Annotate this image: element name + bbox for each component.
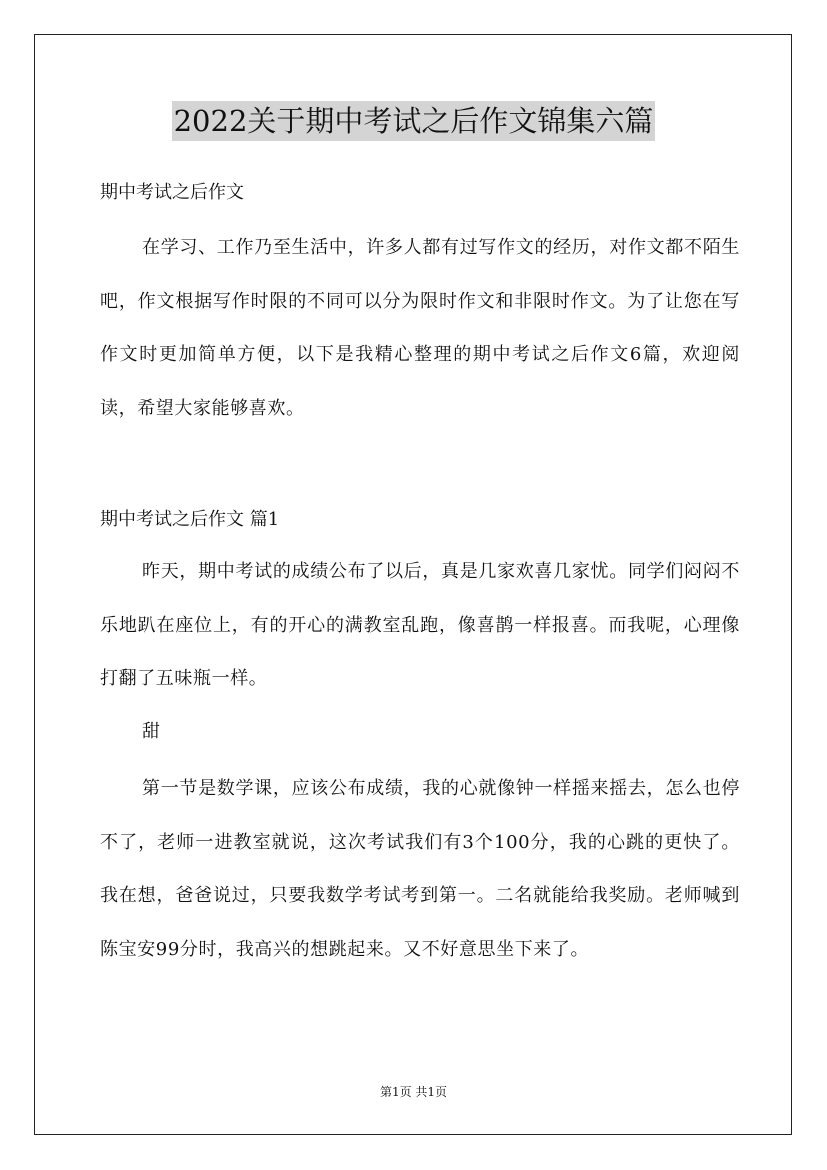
paragraph-1: 昨天，期中考试的成绩公布了以后，真是几家欢喜几家忧。同学们闷闷不乐地趴在座位上，有的开心的满教室乱跑，像喜鹊一样报喜。而我呢，心理像打翻了五味瓶一样。 xyxy=(100,561,740,689)
page-footer: 第1页 共1页 xyxy=(379,1085,448,1099)
document-title: 2022关于期中考试之后作文锦集六篇 xyxy=(172,101,656,141)
paragraph-3: 第一节是数学课，应该公布成绩，我的心就像钟一样摇来摇去，怎么也停不了，老师一进教室就说，这次考试我们有3个100分，我的心跳的更快了。我在想，爸爸说过，只要我数学考试考到第一。二名就能给我奖励。老师喊到陈宝安99分时，我高兴的想跳起来。又不好意思坐下来了。 xyxy=(100,778,740,960)
paragraph-2: 甜 xyxy=(142,721,161,742)
intro-paragraph: 在学习、工作乃至生活中，许多人都有过写作文的经历，对作文都不陌生吧，作文根据写作时限的不同可以分为限时作文和非限时作文。为了让您在写作文时更加简单方便，以下是我精心整理的期中考试之后作文6篇，欢迎阅读，希望大家能够喜欢。 xyxy=(100,237,740,419)
section-heading-1: 期中考试之后作文 篇1 xyxy=(100,509,280,530)
section-heading-intro: 期中考试之后作文 xyxy=(100,182,244,203)
title-container xyxy=(0,101,827,141)
